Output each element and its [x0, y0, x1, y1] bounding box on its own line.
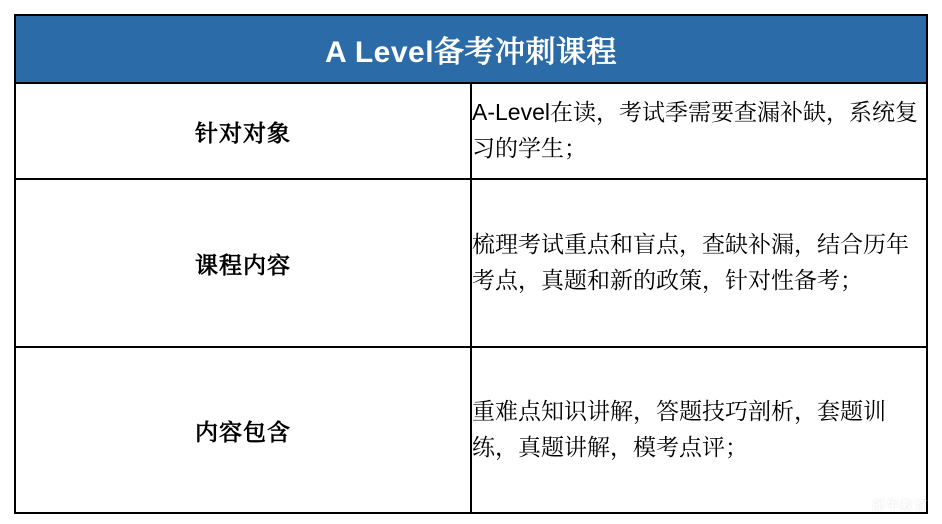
course-table — [14, 14, 928, 514]
table-header-row — [15, 15, 927, 83]
table-row — [15, 83, 927, 179]
row-label-target-audience: 针对对象 — [15, 83, 471, 179]
row-content-course-content: 梳理考试重点和盲点，查缺补漏，结合历年考点，真题和新的政策，针对性备考； — [471, 179, 927, 347]
row-label-course-content: 课程内容 — [15, 179, 471, 347]
course-title: A Level备考冲刺课程 — [15, 15, 927, 83]
row-content-target-audience: A-Level在读，考试季需要查漏补缺，系统复习的学生； — [471, 83, 927, 179]
row-label-included-content: 内容包含 — [15, 347, 471, 513]
row-content-included-content: 重难点知识讲解，答题技巧剖析，套题训练，真题讲解，模考点评； — [471, 347, 927, 513]
table-row — [15, 347, 927, 513]
watermark-label: 犀牛教育 — [871, 497, 928, 513]
table-row — [15, 179, 927, 347]
